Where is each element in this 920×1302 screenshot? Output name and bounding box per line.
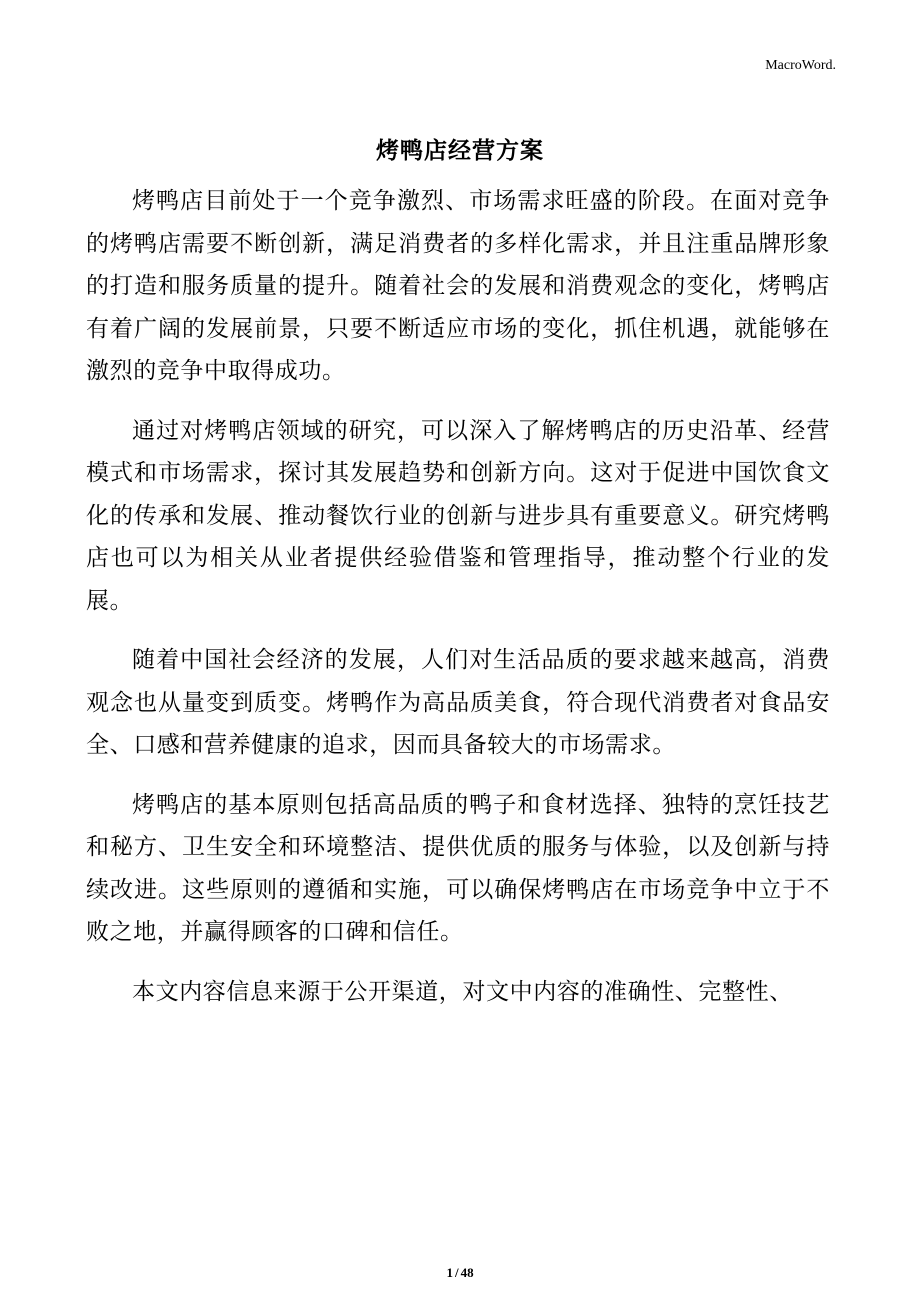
page-separator: / bbox=[454, 1265, 459, 1280]
document-title: 烤鸭店经营方案 bbox=[376, 138, 544, 165]
page-number bbox=[0, 1265, 920, 1281]
document-body bbox=[86, 180, 830, 1030]
paragraph: 随着中国社会经济的发展，人们对生活品质的要求越来越高，消费观念也从量变到质变。烤鸭作为高品质美食，符合现代消费者对食品安全、口感和营养健康的追求，因而具备较大的市场需求。 bbox=[86, 647, 830, 758]
current-page: 1 bbox=[446, 1265, 453, 1280]
total-pages: 48 bbox=[460, 1265, 474, 1280]
paragraph: 通过对烤鸭店领域的研究，可以深入了解烤鸭店的历史沿革、经营模式和市场需求，探讨其发展趋势和创新方向。这对于促进中国饮食文化的传承和发展、推动餐饮行业的创新与进步具有重要意义。研究烤鸭店也可以为相关从业者提供经验借鉴和管理指导，推动整个行业的发展。 bbox=[86, 417, 830, 614]
paragraph: 烤鸭店目前处于一个竞争激烈、市场需求旺盛的阶段。在面对竞争的烤鸭店需要不断创新，满足消费者的多样化需求，并且注重品牌形象的打造和服务质量的提升。随着社会的发展和消费观念的变化，烤鸭店有着广阔的发展前景，只要不断适应市场的变化，抓住机遇，就能够在激烈的竞争中取得成功。 bbox=[86, 188, 830, 384]
paragraph: 烤鸭店的基本原则包括高品质的鸭子和食材选择、独特的烹饪技艺和秘方、卫生安全和环境整洁、提供优质的服务与体验，以及创新与持续改进。这些原则的遵循和实施，可以确保烤鸭店在市场竞争中立于不败之地，并赢得顾客的口碑和信任。 bbox=[86, 791, 830, 945]
header-brand: MacroWord. bbox=[765, 58, 836, 73]
paragraph: 本文内容信息来源于公开渠道，对文中内容的准确性、完整性、 bbox=[132, 978, 793, 1005]
